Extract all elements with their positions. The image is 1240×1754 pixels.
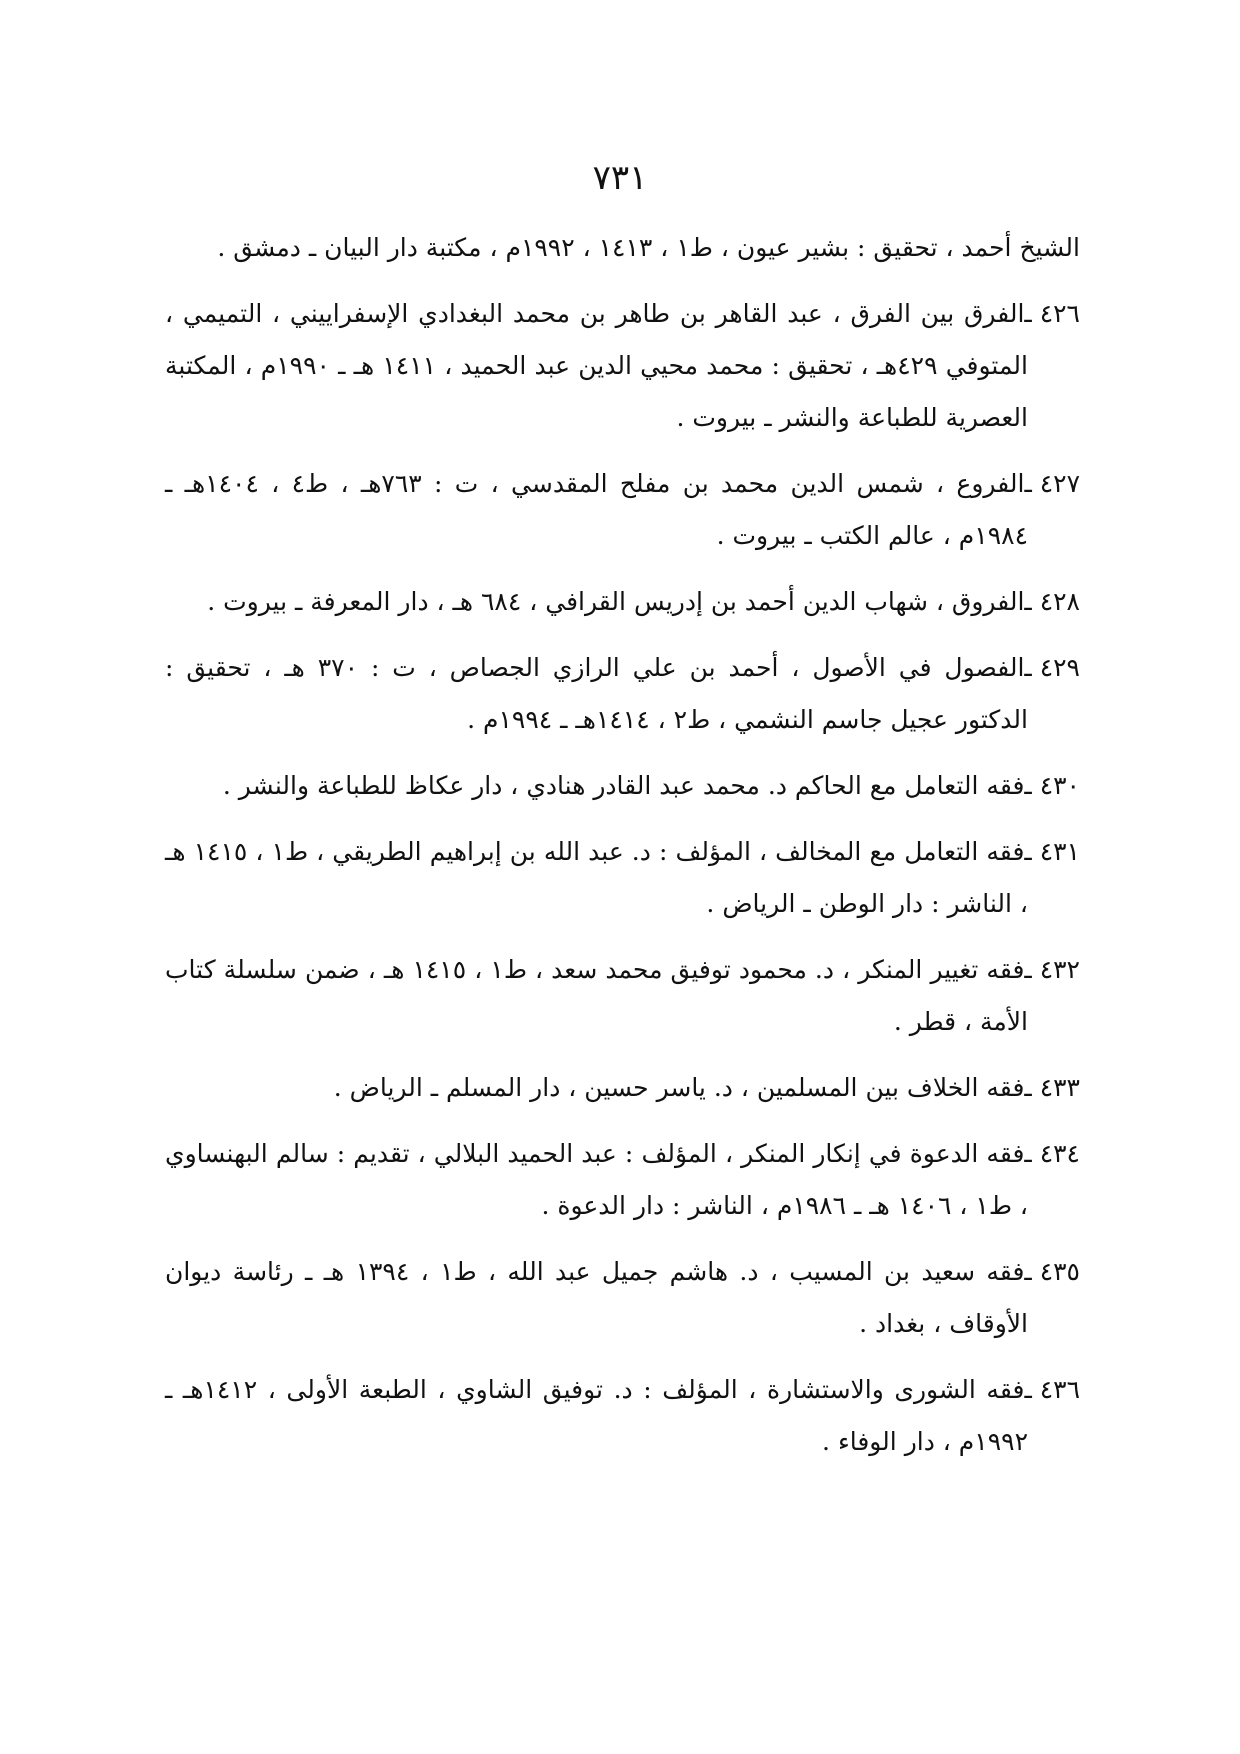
bibliography-entry bbox=[165, 1128, 1080, 1232]
entry-number: ٤٣٣ ـ bbox=[1024, 1073, 1080, 1102]
bibliography-entry bbox=[165, 1062, 1080, 1114]
bibliography-entry bbox=[165, 760, 1080, 812]
bibliography-entry bbox=[165, 642, 1080, 746]
bibliography-entry bbox=[165, 1364, 1080, 1468]
entry-text: فقه الدعوة في إنكار المنكر ، المؤلف : عبد الحميد البلالي ، تقديم : سالم البهنساوي ، ط١ ، ١٤٠٦ هـ ـ ١٩٨٦م ، الناشر : دار الدعوة . bbox=[165, 1139, 1028, 1220]
bibliography-entry bbox=[165, 826, 1080, 930]
bibliography-list bbox=[165, 222, 1080, 1482]
entry-number: ٤٢٧ ـ bbox=[1024, 469, 1081, 498]
entry-text: الفروق ، شهاب الدين أحمد بن إدريس القرافي ، ٦٨٤ هـ ، دار المعرفة ـ بيروت . bbox=[207, 587, 1025, 616]
entry-number: ٤٢٦ ـ bbox=[1024, 299, 1080, 328]
entry-number: ٤٣١ ـ bbox=[1024, 837, 1080, 866]
entry-number: ٤٣٦ ـ bbox=[1024, 1375, 1081, 1404]
entry-number: ٤٣٤ ـ bbox=[1024, 1139, 1080, 1168]
entry-number: ٤٣٠ ـ bbox=[1024, 771, 1080, 800]
bibliography-entry bbox=[165, 458, 1080, 562]
bibliography-entry bbox=[165, 944, 1080, 1048]
entry-text: الفروع ، شمس الدين محمد بن مفلح المقدسي ، ت : ٧٦٣هـ ، ط٤ ، ١٤٠٤هـ ـ ١٩٨٤م ، عالم الكتب ـ بيروت . bbox=[165, 469, 1028, 550]
entry-text: فقه التعامل مع المخالف ، المؤلف : د. عبد الله بن إبراهيم الطريقي ، ط١ ، ١٤١٥ هـ ، الناشر : دار الوطن ـ الرياض . bbox=[165, 837, 1028, 918]
entry-number: ٤٣٥ ـ bbox=[1024, 1257, 1080, 1286]
entry-text: الفصول في الأصول ، أحمد بن علي الرازي الجصاص ، ت : ٣٧٠ هـ ، تحقيق : الدكتور عجيل جاسم النشمي ، ط٢ ، ١٤١٤هـ ـ ١٩٩٤م . bbox=[165, 653, 1028, 734]
entry-text: فقه سعيد بن المسيب ، د. هاشم جميل عبد الله ، ط١ ، ١٣٩٤ هـ ـ رئاسة ديوان الأوقاف ، بغداد . bbox=[165, 1257, 1028, 1338]
bibliography-entry bbox=[165, 288, 1080, 444]
entry-text: الفرق بين الفرق ، عبد القاهر بن طاهر بن محمد البغدادي الإسفراييني ، التميمي ، المتوفي ٤٢٩هـ ، تحقيق : محمد محيي الدين عبد الحميد ، ١٤١١ هـ ـ ١٩٩٠م ، المكتبة العصرية للطباعة والنشر ـ بيروت . bbox=[165, 299, 1028, 432]
bibliography-entry bbox=[165, 576, 1080, 628]
entry-text: فقه تغيير المنكر ، د. محمود توفيق محمد سعد ، ط١ ، ١٤١٥ هـ ، ضمن سلسلة كتاب الأمة ، قطر . bbox=[165, 955, 1028, 1036]
entry-number: ٤٢٩ ـ bbox=[1024, 653, 1080, 682]
page-number: ٧٣١ bbox=[592, 158, 648, 198]
entry-text: فقه الخلاف بين المسلمين ، د. ياسر حسين ، دار المسلم ـ الرياض . bbox=[333, 1073, 1025, 1102]
entry-text: فقه التعامل مع الحاكم د. محمد عبد القادر هنادي ، دار عكاظ للطباعة والنشر . bbox=[222, 771, 1025, 800]
bibliography-entry bbox=[165, 1246, 1080, 1350]
continued-entry-text: الشيخ أحمد ، تحقيق : بشير عيون ، ط١ ، ١٤١٣ ، ١٩٩٢م ، مكتبة دار البيان ـ دمشق . bbox=[217, 233, 1080, 262]
entry-text: فقه الشورى والاستشارة ، المؤلف : د. توفيق الشاوي ، الطبعة الأولى ، ١٤١٢هـ ـ ١٩٩٢م ، دار الوفاء . bbox=[165, 1375, 1028, 1456]
entry-number: ٤٢٨ ـ bbox=[1024, 587, 1080, 616]
entry-number: ٤٣٢ ـ bbox=[1024, 955, 1080, 984]
